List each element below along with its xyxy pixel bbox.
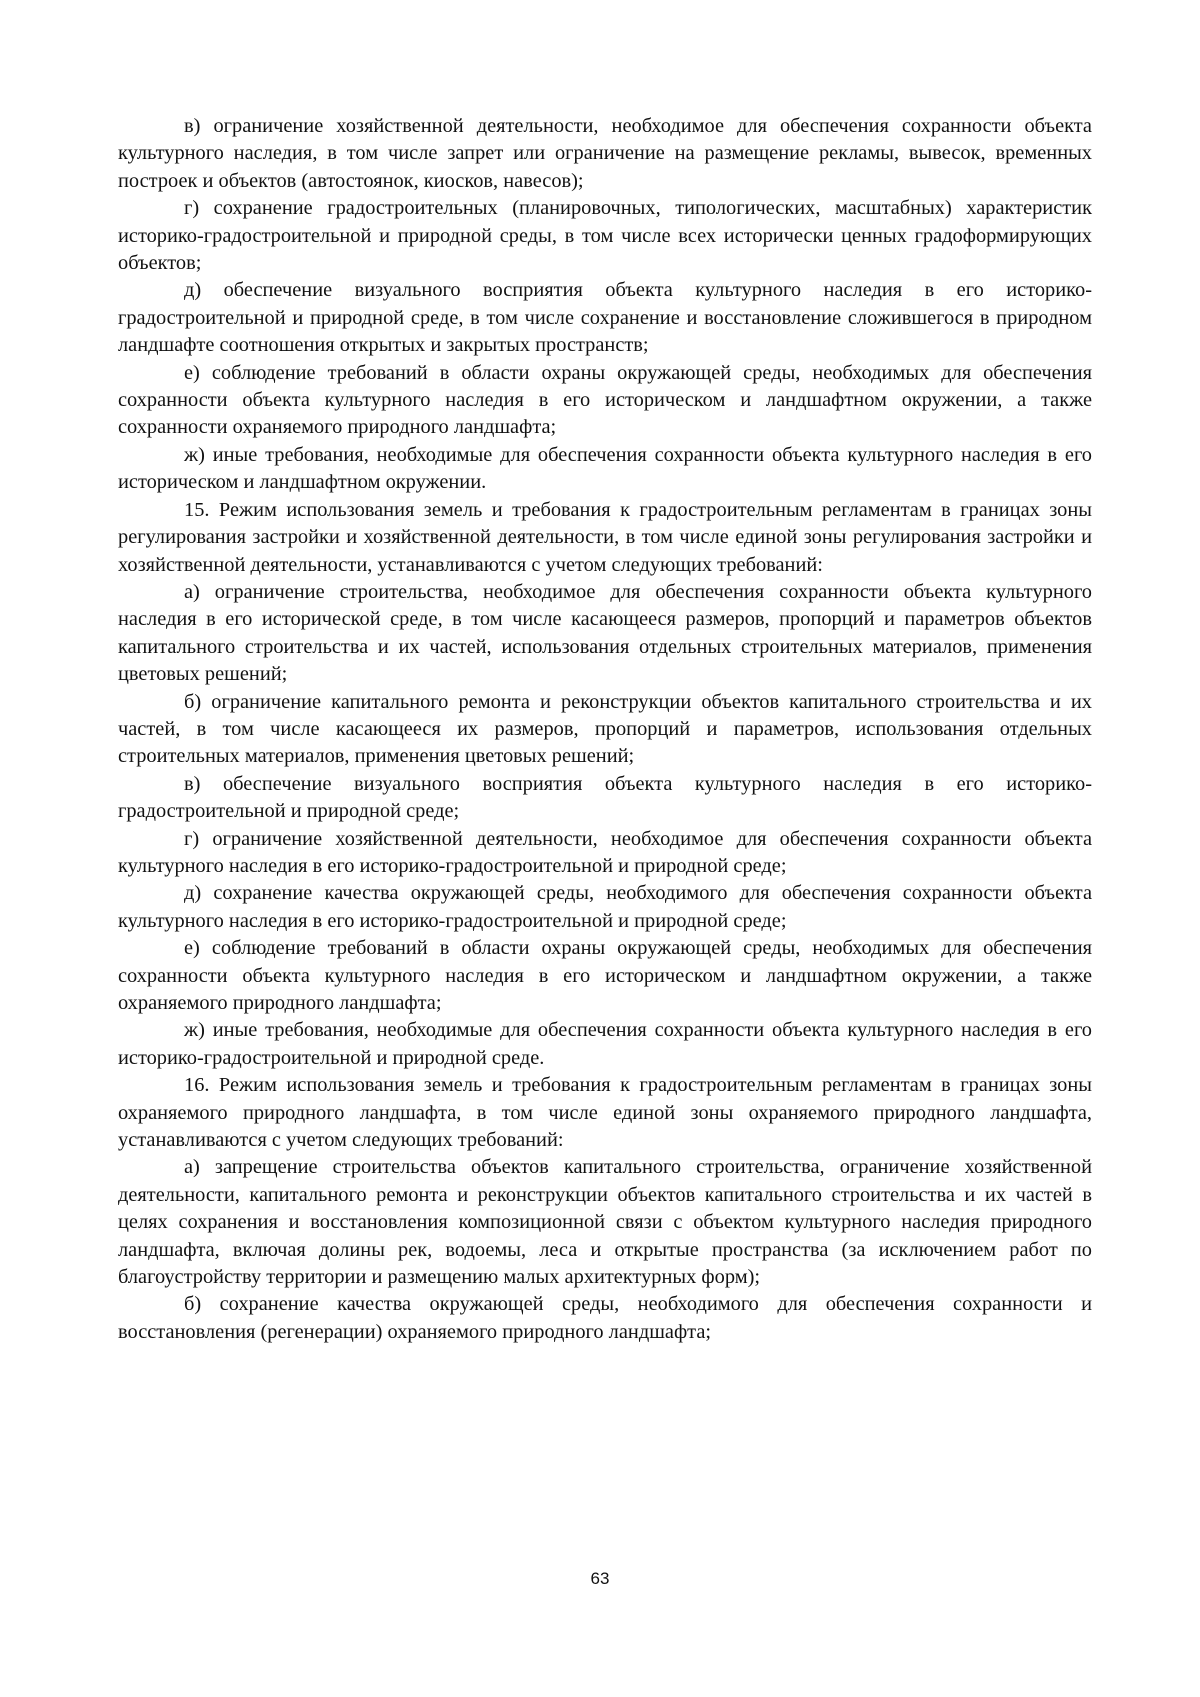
paragraph-d-visual-perception: д) обеспечение визуального восприятия объекта культурного наследия в его историко-градостроительной и природной среде, в том числе сохранение и восстановление сложившегося в природном ландшафте соотношения открытых и закрытых пространств;: [118, 279, 1092, 357]
page-number: 63: [590, 1569, 610, 1588]
paragraph-v-visual-perception: в) обеспечение визуального восприятия объекта культурного наследия в его историко-градостроительной и природной среде;: [118, 772, 1092, 823]
document-body: [118, 113, 1092, 1346]
paragraph-a-construction-limit: а) ограничение строительства, необходимое для обеспечения сохранности объекта культурного наследия в его исторической среде, в том числе касающееся размеров, пропорций и параметров объектов капитального строительства и их частей, использования отдельных строительных материалов, применения цветовых решений;: [118, 580, 1092, 686]
paragraph-e-environment-protection: е) соблюдение требований в области охраны окружающей среды, необходимых для обеспечения сохранности объекта культурного наследия в его историческом и ландшафтном окружении, а также охраняемого природного ландшафта;: [118, 937, 1092, 1014]
paragraph-d-environment-quality: д) сохранение качества окружающей среды, необходимого для обеспечения сохранности объекта культурного наследия в его историко-градостроительной и природной среде;: [118, 882, 1092, 932]
paragraph-b-repair-limit: б) ограничение капитального ремонта и реконструкции объектов капитального строительства и их частей, в том числе касающееся их размеров, пропорций и параметров, использования отдельных строительных материалов, применения цветовых решений;: [118, 690, 1092, 768]
paragraph-e-environment-requirements: е) соблюдение требований в области охраны окружающей среды, необходимых для обеспечения сохранности объекта культурного наследия в его историческом и ландшафтном окружении, а также сохранности охраняемого природного ландшафта;: [118, 361, 1092, 439]
paragraph-15-regulation-zone: 15. Режим использования земель и требования к градостроительным регламентам в границах зоны регулирования застройки и хозяйственной деятельности, в том числе единой зоны регулирования застройки и хозяйственной деятельности, устанавливаются с учетом следующих требований:: [118, 498, 1092, 576]
paragraph-b-landscape-preservation: б) сохранение качества окружающей среды, необходимого для обеспечения сохранности и восстановления (регенерации) охраняемого природного ландшафта;: [118, 1293, 1092, 1343]
paragraph-v-economic-restriction: в) ограничение хозяйственной деятельности, необходимое для обеспечения сохранности объекта культурного наследия, в том числе запрет или ограничение на размещение рекламы, вывесок, временных построек и объектов (автостоянок, киосков, навесов);: [118, 115, 1092, 192]
paragraph-zh-other-requirements-2: ж) иные требования, необходимые для обеспечения сохранности объекта культурного наследия в его историко-градостроительной и природной среде.: [118, 1019, 1092, 1069]
paragraph-g-economic-limit: г) ограничение хозяйственной деятельности, необходимое для обеспечения сохранности объекта культурного наследия в его историко-градостроительной и природной среде;: [118, 827, 1092, 877]
paragraph-g-urban-characteristics: г) сохранение градостроительных (планировочных, типологических, масштабных) характеристик историко-градостроительной и природной среды, в том числе всех исторически ценных градоформирующих объектов;: [118, 197, 1092, 275]
paragraph-a-construction-ban: а) запрещение строительства объектов капитального строительства, ограничение хозяйственной деятельности, капитального ремонта и реконструкции объектов капитального строительства и их частей в целях сохранения и восстановления композиционной связи с объектом культурного наследия природного ландшафта, включая долины рек, водоемы, леса и открытые пространства (за исключением работ по благоустройству территории и размещению малых архитектурных форм);: [118, 1156, 1092, 1289]
paragraph-zh-other-requirements: ж) иные требования, необходимые для обеспечения сохранности объекта культурного наследия в его историческом и ландшафтном окружении.: [118, 443, 1092, 494]
paragraph-16-landscape-zone: 16. Режим использования земель и требования к градостроительным регламентам в границах зоны охраняемого природного ландшафта, в том числе единой зоны охраняемого природного ландшафта, устанавливаются с учетом следующих требований:: [118, 1074, 1092, 1152]
